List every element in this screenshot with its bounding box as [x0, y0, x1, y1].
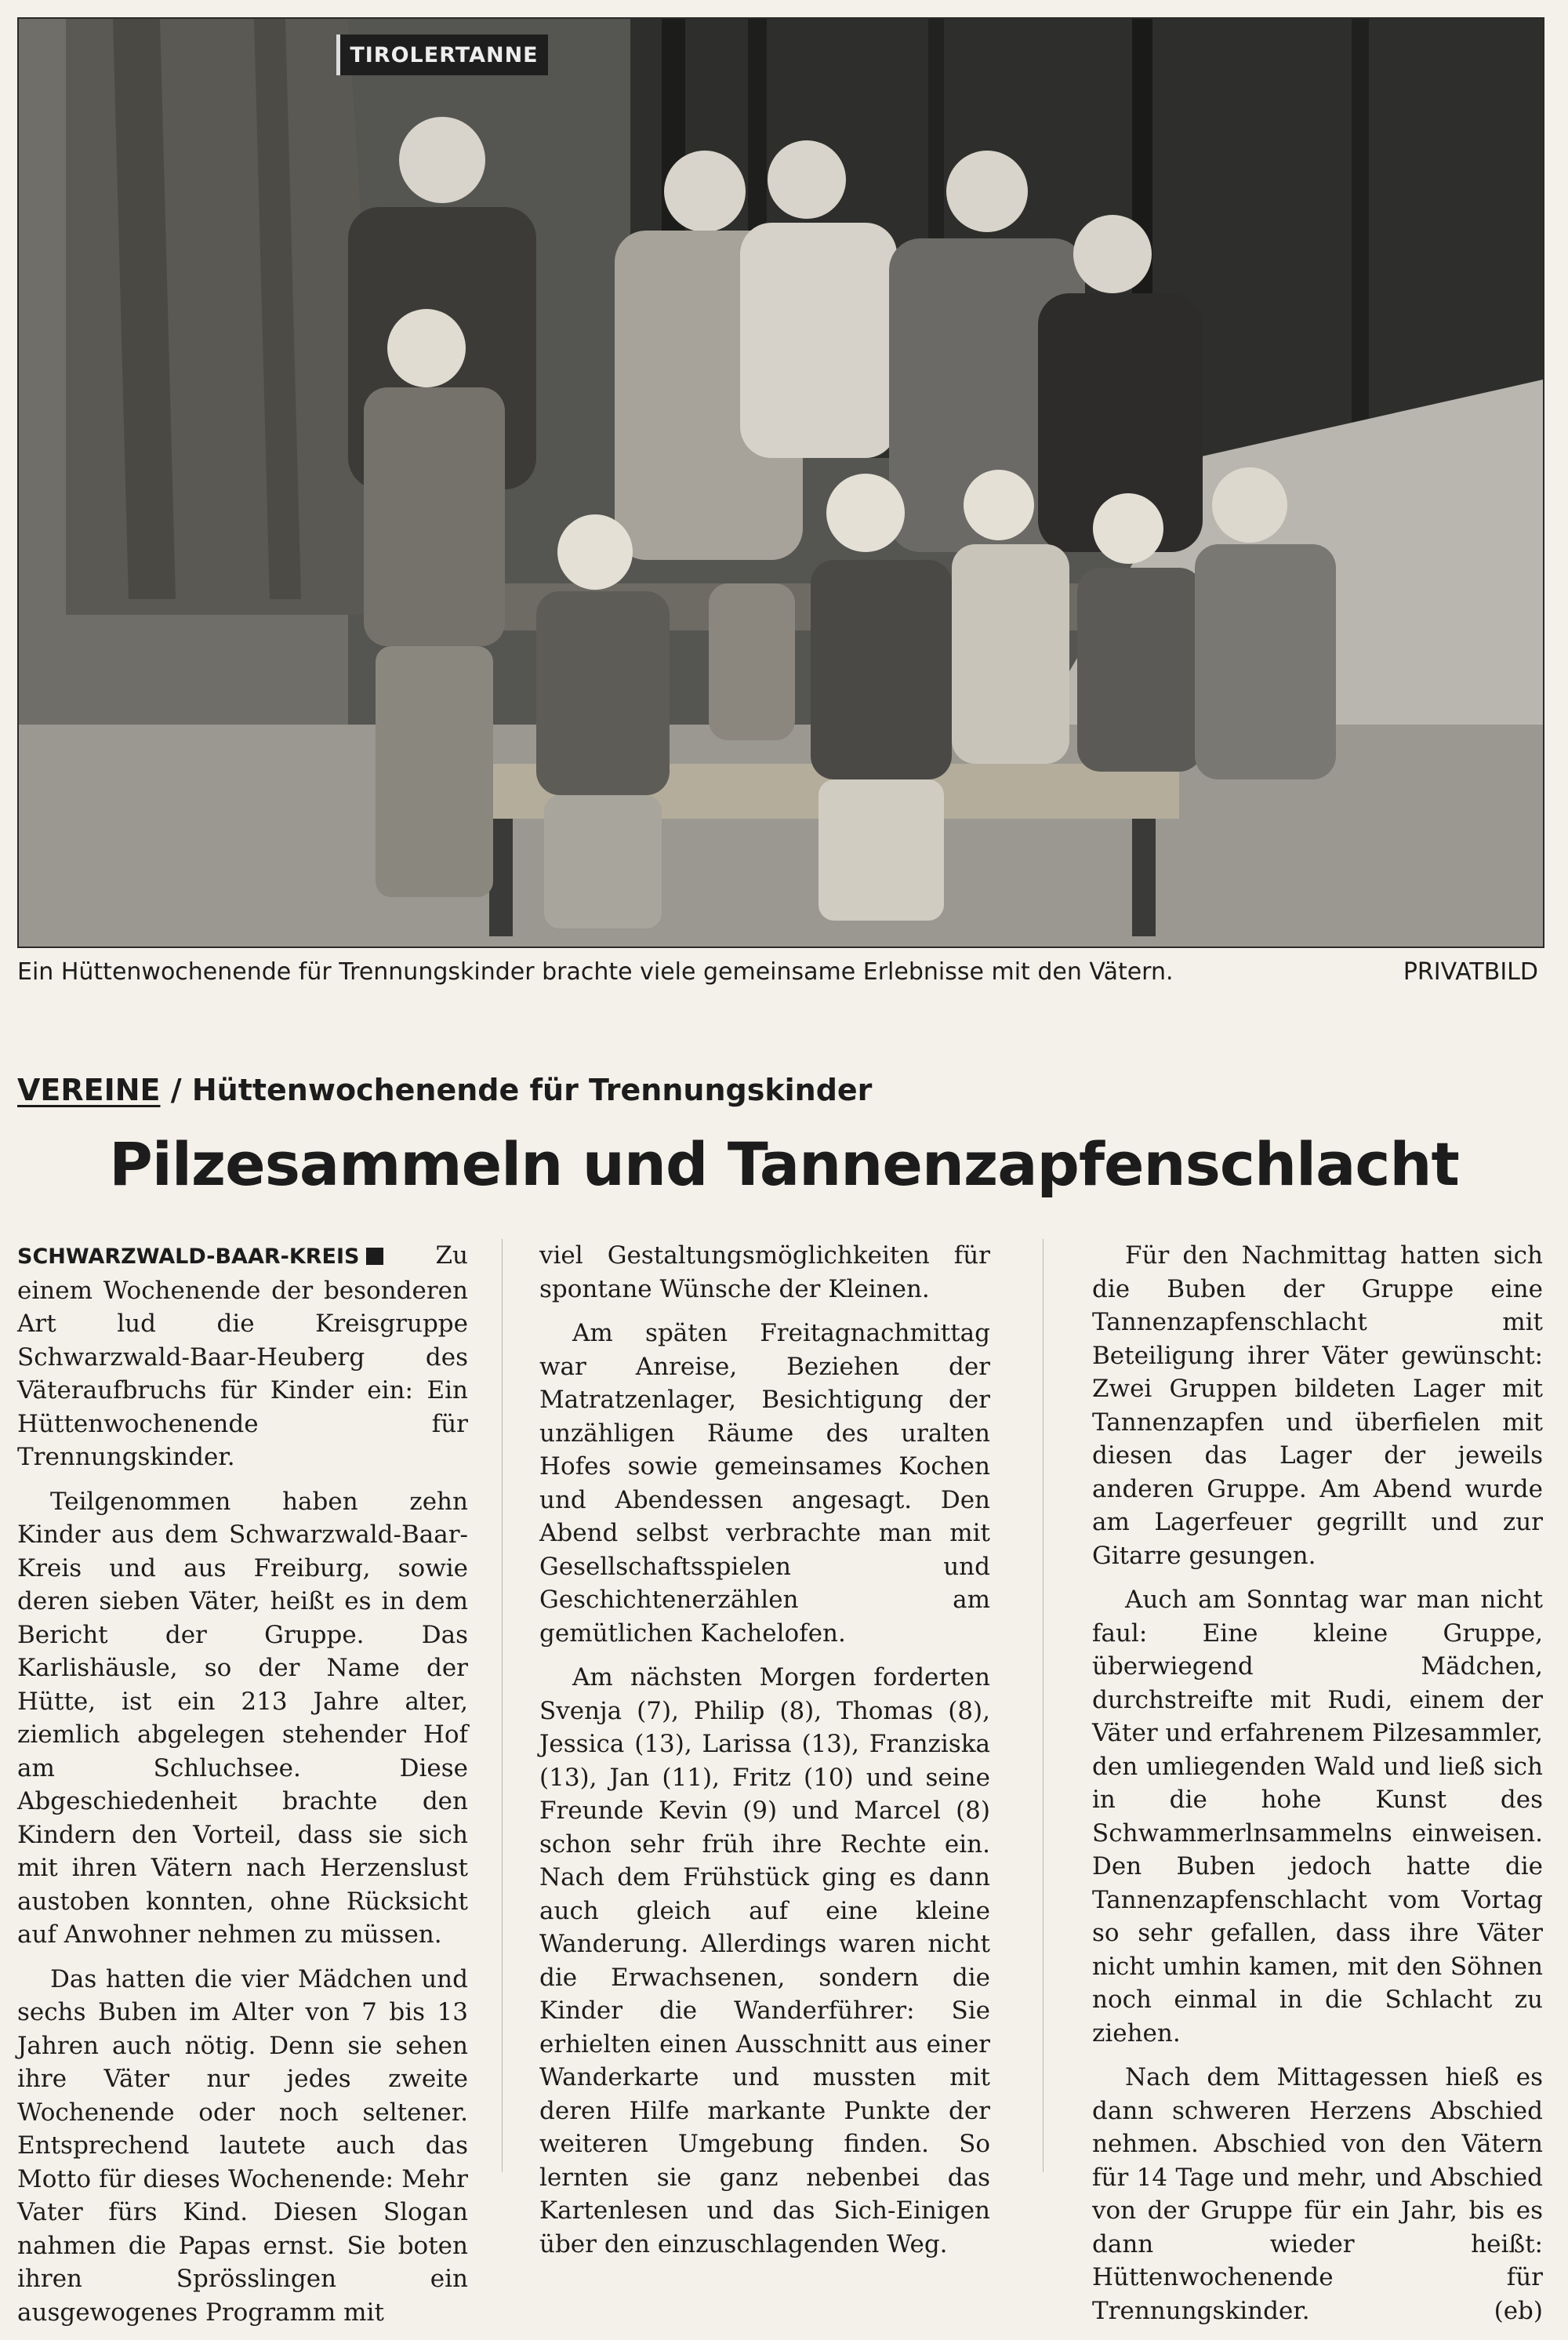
photo-caption: Ein Hüttenwochenende für Trennungskinder brachte viele gemeinsame Erlebnisse mit den Vätern.	[17, 958, 1174, 986]
paragraph-text: Zu einem Wochenende der besonderen Art lud die Kreisgruppe Schwarzwald-Baar-Heuberg des Väteraufbruchs für Kinder ein: Ein Hüttenwochenende für Trennungskinder.	[17, 1241, 468, 1471]
headline: Pilzesammeln und Tannenzapfenschlacht	[109, 1129, 1459, 1199]
paragraph: viel Gestaltungsmöglichkeiten für spontane Wünsche der Kleinen.	[539, 1241, 990, 1303]
group-photo	[17, 17, 1544, 948]
paragraph: Auch am Sonntag war man nicht faul: Eine kleine Gruppe, überwiegend Mädchen, durchstreifte mit Rudi, einem der Väter und erfahrenem Pilzesammler, den umliegenden Wald und ließ sich in die hohe Kunst des Schwammerlnsammelns einweisen. Den Buben jedoch hatte die Tannenzapfenschlacht vom Vortag so sehr gefallen, dass ihre Väter nicht umhin kamen, mit den Söhnen noch einmal in die Schlacht zu ziehen.	[1092, 1586, 1544, 2048]
paragraph: Teilgenommen haben zehn Kinder aus dem Schwarzwald-Baar-Kreis und aus Freiburg, sowie deren sieben Väter, heißt es in dem Bericht der Gruppe. Das Karlishäusle, so der Name der Hütte, ist ein 213 Jahre alter, ziemlich abgelegen stehender Hof am Schluchsee. Diese Abgeschiedenheit brachte den Kindern den Vorteil, dass sie sich mit ihren Vätern nach Herzenslust austoben konnten, ohne Rücksicht auf Anwohner nehmen zu müssen.	[17, 1487, 468, 1949]
photo-caption-row	[17, 958, 1541, 997]
article-column-1	[17, 1239, 468, 2340]
article-column-3	[1092, 1239, 1543, 2338]
paragraph	[17, 1239, 468, 1474]
paragraph	[1092, 2061, 1543, 2327]
topic-line	[17, 1073, 872, 1112]
dateline: SCHWARZWALD-BAAR-KREIS	[17, 1244, 360, 1269]
sign-tirolertanne: TIROLERTANNE	[336, 35, 548, 75]
paragraph: Das hatten die vier Mädchen und sechs Buben im Alter von 7 bis 13 Jahren auch nötig. Denn sie sehen ihre Väter nur jedes zweite Wochenende oder noch seltener. Entsprechend lautete auch das Motto für dieses Wochenende: Mehr Vater fürs Kind. Diesen Slogan nahmen die Papas ernst. Sie boten ihren Sprösslingen ein ausgewogenes Programm mit	[17, 1964, 468, 2327]
paragraph-text: Nach dem Mittagessen hieß es dann schweren Herzens Abschied nehmen. Abschied von den Vätern für 14 Tage und mehr, und Abschied von der Gruppe für ein Jahr, bis es dann wieder heißt: Hüttenwochenende für Trennungskinder.	[1092, 2063, 1543, 2325]
column-divider	[1043, 1239, 1044, 2172]
paragraph: Am nächsten Morgen forderten Svenja (7), Philip (8), Thomas (8), Jessica (13), Larissa (13), Franziska (13), Jan (11), Fritz (10) und seine Freunde Kevin (9) und Marcel (8) schon sehr früh ihre Rechte ein. Nach dem Frühstück ging es dann auch gleich auf eine kleine Wanderung. Allerdings waren nicht die Erwachsenen, sondern die Kinder die Wanderführer: Sie erhielten einen Ausschnitt aus einer Wanderkarte und mussten mit deren Hilfe markante Punkte der weiteren Umgebung finden. So lernten sie ganz nebenbei das Kartenlesen und das Sich-Einigen über den einzuschlagenden Weg.	[539, 1663, 990, 2258]
topic-subject: Hüttenwochenende für Trennungskinder	[191, 1073, 873, 1107]
section-kicker: VEREINE	[17, 1073, 161, 1107]
column-divider	[502, 1239, 503, 2172]
paragraph: Für den Nachmittag hatten sich die Buben der Gruppe eine Tannenzapfenschlacht mit Beteiligung ihrer Väter gewünscht: Zwei Gruppen bildeten Lager mit Tannenzapfen und überfielen mit diesen das Lager der jeweils anderen Gruppe. Am Abend wurde am Lagerfeuer gegrillt und zur Gitarre gesungen.	[1092, 1241, 1543, 1570]
byline: (eb)	[1494, 2296, 1543, 2325]
dateline-square-icon	[366, 1248, 383, 1265]
photo-scene	[19, 19, 1543, 947]
paragraph: Am späten Freitagnachmittag war Anreise, Beziehen der Matratzenlager, Besichtigung der unzähligen Räume des uralten Hofes sowie gemeinsames Kochen und Abendessen angesagt. Den Abend selbst verbrachte man mit Gesellschaftsspielen und Geschichtenerzählen am gemütlichen Kachelofen.	[539, 1319, 990, 1648]
topic-separator: /	[160, 1073, 192, 1107]
photo-credit: PRIVATBILD	[1403, 958, 1538, 986]
article-column-2	[539, 1239, 990, 2272]
